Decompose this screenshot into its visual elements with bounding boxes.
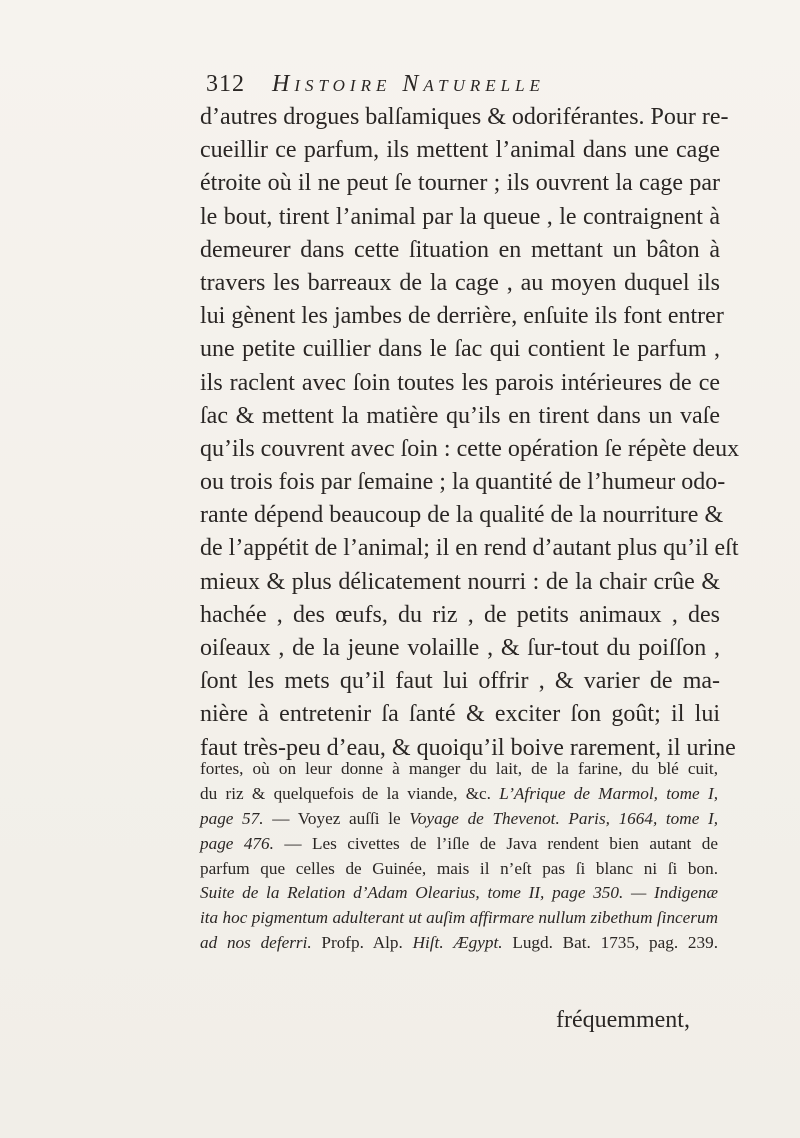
text-line: de l’appétit de l’animal; il en rend d’autant plus qu’il eſt — [200, 535, 739, 562]
running-title: Histoire Naturelle — [272, 71, 545, 97]
footnote-italic-run: ad nos deferri. — [200, 933, 312, 953]
footnote-run: Lugd. Bat. 1735, pag. 239. — [502, 933, 719, 953]
text-line: faut très-peu d’eau, & quoiqu’il boive rarement, il urine — [200, 734, 736, 761]
text-line: ſont les mets qu’il faut lui offrir , & varier de ma- — [200, 668, 720, 695]
footnote-run: Profp. Alp. — [311, 933, 413, 953]
text-line: ils raclent avec ſoin toutes les parois intérieures de ce — [200, 369, 720, 396]
page-number: 312 — [206, 71, 245, 97]
footnote-italic-run: ita hoc pigmentum adulterant ut auſim affirmare nullum zibethum ſincerum — [200, 908, 718, 928]
text-line: ou trois fois par ſemaine ; la quantité de l’humeur odo- — [200, 469, 726, 496]
footnote-run: fortes, où on leur donne à manger du lait, de la farine, du blé cuit, — [200, 759, 718, 778]
footnote-run: — Les civettes de l’iſle de Java rendent bien autant de — [273, 833, 718, 853]
main-text — [200, 101, 740, 765]
footnote-line — [200, 906, 718, 931]
text-line: hachée , des œufs, du riz , de petits animaux , des — [200, 601, 720, 628]
footnote-run: — Voyez auſſi le — [263, 808, 410, 828]
footnote-italic-run: page 57. — [200, 808, 264, 828]
footnote-italic-run: Hiſt. Ægypt. — [412, 933, 503, 953]
footnote-line — [200, 757, 718, 782]
footnote-run: du riz & quelquefois de la viande, &c. — [200, 783, 500, 803]
footnote-run: parfum que celles de Guinée, mais il n’eſt pas ſi blanc ni ſi bon. — [200, 858, 718, 878]
text-line: d’autres drogues balſamiques & odoriférantes. Pour re- — [200, 104, 729, 130]
footnote-line — [200, 782, 718, 807]
footnote-italic-run: Suite de la Relation d’Adam Olearius, tome II, page 350. — Indigenæ — [200, 883, 718, 903]
text-line: ſac & mettent la matière qu’ils en tirent dans un vaſe — [200, 402, 720, 429]
footnote-italic-run: Voyage de Thevenot. Paris, 1664, tome I, — [409, 808, 718, 828]
text-line: mieux & plus délicatement nourri : de la chair crûe & — [200, 568, 720, 595]
footnote-line — [200, 881, 718, 906]
footnote-italic-run: L’Afrique de Marmol, tome I, — [499, 783, 718, 803]
text-line: lui gènent les jambes de derrière, enſuite ils font entrer — [200, 303, 724, 330]
text-line: qu’ils couvrent avec ſoin : cette opération ſe répète deux — [200, 435, 740, 462]
text-line: travers les barreaux de la cage , au moyen duquel ils — [200, 269, 720, 296]
text-line: nière à entretenir ſa ſanté & exciter ſon goût; il lui — [200, 701, 720, 728]
text-line: oiſeaux , de la jeune volaille , & ſur-tout du poiſſon , — [200, 635, 720, 661]
text-line: étroite où il ne peut ſe tourner ; ils ouvrent la cage par — [200, 170, 720, 197]
text-line: rante dépend beaucoup de la qualité de la nourriture & — [200, 502, 724, 529]
text-line: le bout, tirent l’animal par la queue , le contraignent à — [200, 203, 720, 230]
footnote-line — [200, 857, 718, 882]
footnote — [200, 757, 718, 956]
text-line: une petite cuillier dans le ſac qui contient le parfum , — [200, 336, 720, 363]
catchword: fréquemment, — [556, 1007, 690, 1033]
footnote-line — [200, 807, 718, 832]
page-header — [206, 66, 656, 102]
text-line: demeurer dans cette ſituation en mettant un bâton à — [200, 236, 720, 263]
footnote-italic-run: page 476. — [200, 833, 274, 853]
text-line: cueillir ce parfum, ils mettent l’animal dans une cage — [200, 137, 720, 164]
footnote-line — [200, 832, 718, 857]
footnote-line — [200, 931, 718, 956]
